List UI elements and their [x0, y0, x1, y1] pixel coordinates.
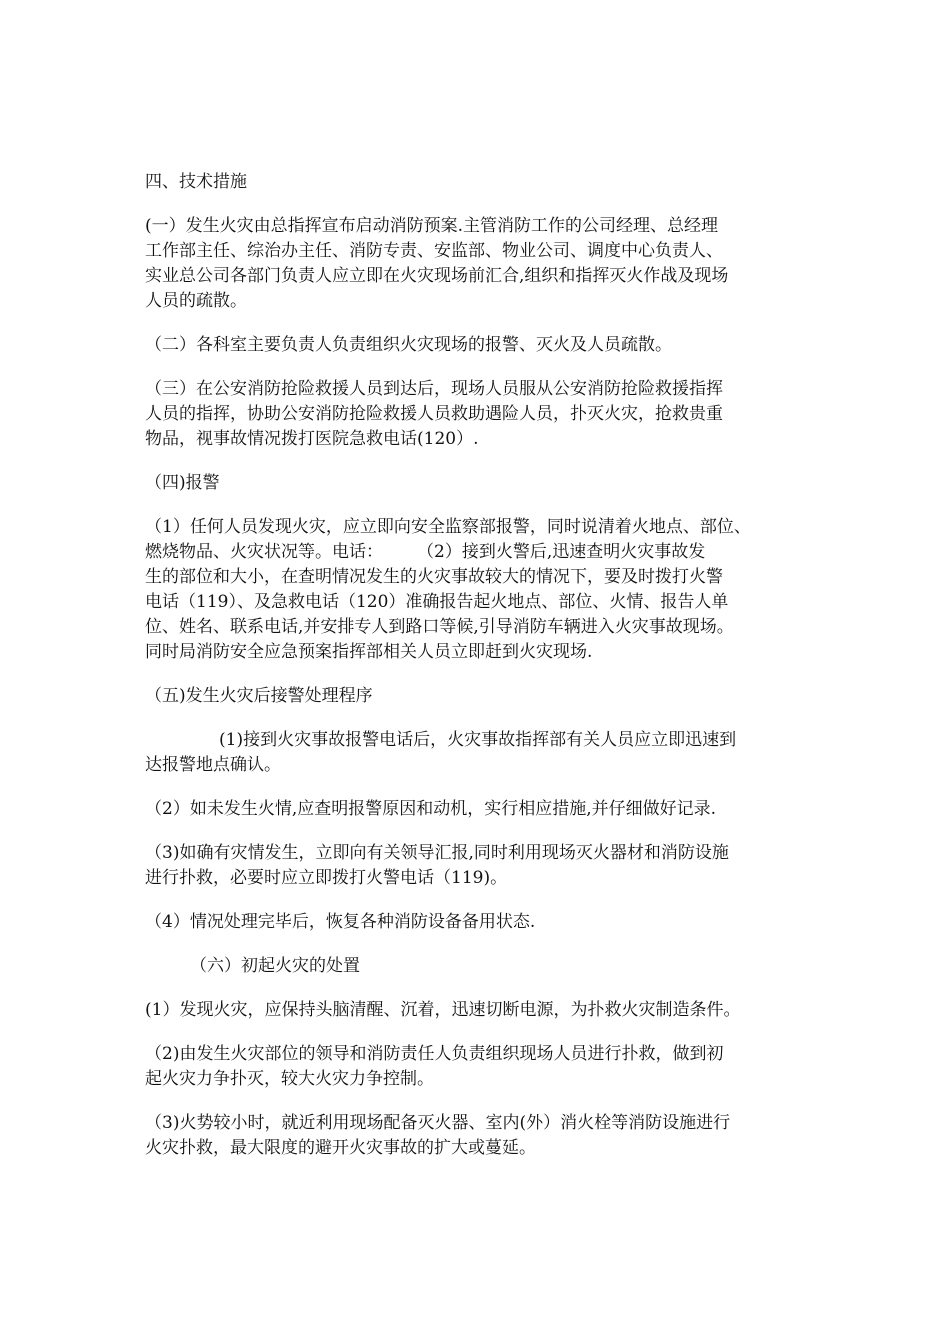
- paragraph-8: [145, 797, 815, 822]
- text-line: （3)火势较小时，就近利用现场配备灭火器、室内(外）消火栓等消防设施进行: [145, 1113, 731, 1133]
- subheading-alarm: [145, 471, 815, 496]
- subheading-procedure: [145, 684, 815, 709]
- paragraph-2: [145, 333, 815, 358]
- section-heading: [145, 170, 815, 195]
- paragraph-3: [145, 377, 815, 452]
- text-line: 实业总公司各部门负责人应立即在火灾现场前汇合,组织和指挥灭火作战及现场: [145, 266, 729, 286]
- text-line: （三）在公安消防抢险救援人员到达后，现场人员服从公安消防抢险救援指挥: [145, 379, 723, 399]
- subheading-initial-fire: [145, 954, 815, 979]
- text-line: 物品，视事故情况拨打医院急救电话(120）.: [145, 429, 479, 449]
- text-line: （4）情况处理完毕后，恢复各种消防设备备用状态.: [145, 912, 536, 932]
- text-line: 电话（119）、及急救电话（120）准确报告起火地点、部位、火情、报告人单: [145, 592, 729, 612]
- text-line: （四)报警: [145, 473, 220, 493]
- text-line: 火灾扑救，最大限度的避开火灾事故的扩大或蔓延。: [145, 1138, 536, 1158]
- text-line: （2）如未发生火情,应查明报警原因和动机，实行相应措施,并仔细做好记录.: [145, 799, 717, 819]
- paragraph-5: [145, 515, 815, 665]
- document-body: [145, 170, 815, 1180]
- text-line: (一）发生火灾由总指挥宣布启动消防预案.主管消防工作的公司经理、总经理: [145, 216, 719, 236]
- text-line: 进行扑救，必要时应立即拨打火警电话（119)。: [145, 868, 508, 888]
- text-line: (1）发现火灾，应保持头脑清醒、沉着，迅速切断电源，为扑救火灾制造条件。: [145, 1000, 741, 1020]
- text-line: 人员的疏散。: [145, 291, 247, 311]
- text-line: 位、姓名、联系电话,并安排专人到路口等候,引导消防车辆进入火灾事故现场。: [145, 617, 734, 637]
- text-line: 燃烧物品、火灾状况等。电话： （2）接到火警后,迅速查明火灾事故发: [145, 542, 706, 562]
- text-line: （五)发生火灾后接警处理程序: [145, 686, 373, 706]
- text-line: （六）初起火灾的处置: [190, 956, 360, 976]
- text-line: （二）各科室主要负责人负责组织火灾现场的报警、灭火及人员疏散。: [145, 335, 672, 355]
- paragraph-9: [145, 841, 815, 891]
- text-line: （3)如确有灾情发生，立即向有关领导汇报,同时利用现场灭火器材和消防设施: [145, 843, 729, 863]
- paragraph-13: [145, 1042, 815, 1092]
- paragraph-14: [145, 1111, 815, 1161]
- text-line: 达报警地点确认。: [145, 755, 281, 775]
- text-line: 起火灾力争扑灭，较大火灾力争控制。: [145, 1069, 434, 1089]
- paragraph-7: [145, 728, 815, 778]
- paragraph-12: [145, 998, 815, 1023]
- text-line: 同时局消防安全应急预案指挥部相关人员立即赶到火灾现场.: [145, 642, 593, 662]
- paragraph-10: [145, 910, 815, 935]
- text-line: 生的部位和大小，在查明情况发生的火灾事故较大的情况下，要及时拨打火警: [145, 567, 723, 587]
- text-line: （2)由发生火灾部位的领导和消防责任人负责组织现场人员进行扑救，做到初: [145, 1044, 724, 1064]
- paragraph-1: [145, 214, 815, 314]
- text-line: (1)接到火灾事故报警电话后，火灾事故指挥部有关人员应立即迅速到: [219, 730, 737, 750]
- text-line: 人员的指挥，协助公安消防抢险救援人员救助遇险人员，扑灭火灾，抢救贵重: [145, 404, 723, 424]
- text-line: 工作部主任、综治办主任、消防专责、安监部、物业公司、调度中心负责人、: [145, 241, 723, 261]
- text-line: （1）任何人员发现火灾，应立即向安全监察部报警，同时说清着火地点、部位、: [145, 517, 751, 537]
- heading-text: 四、技术措施: [145, 172, 247, 192]
